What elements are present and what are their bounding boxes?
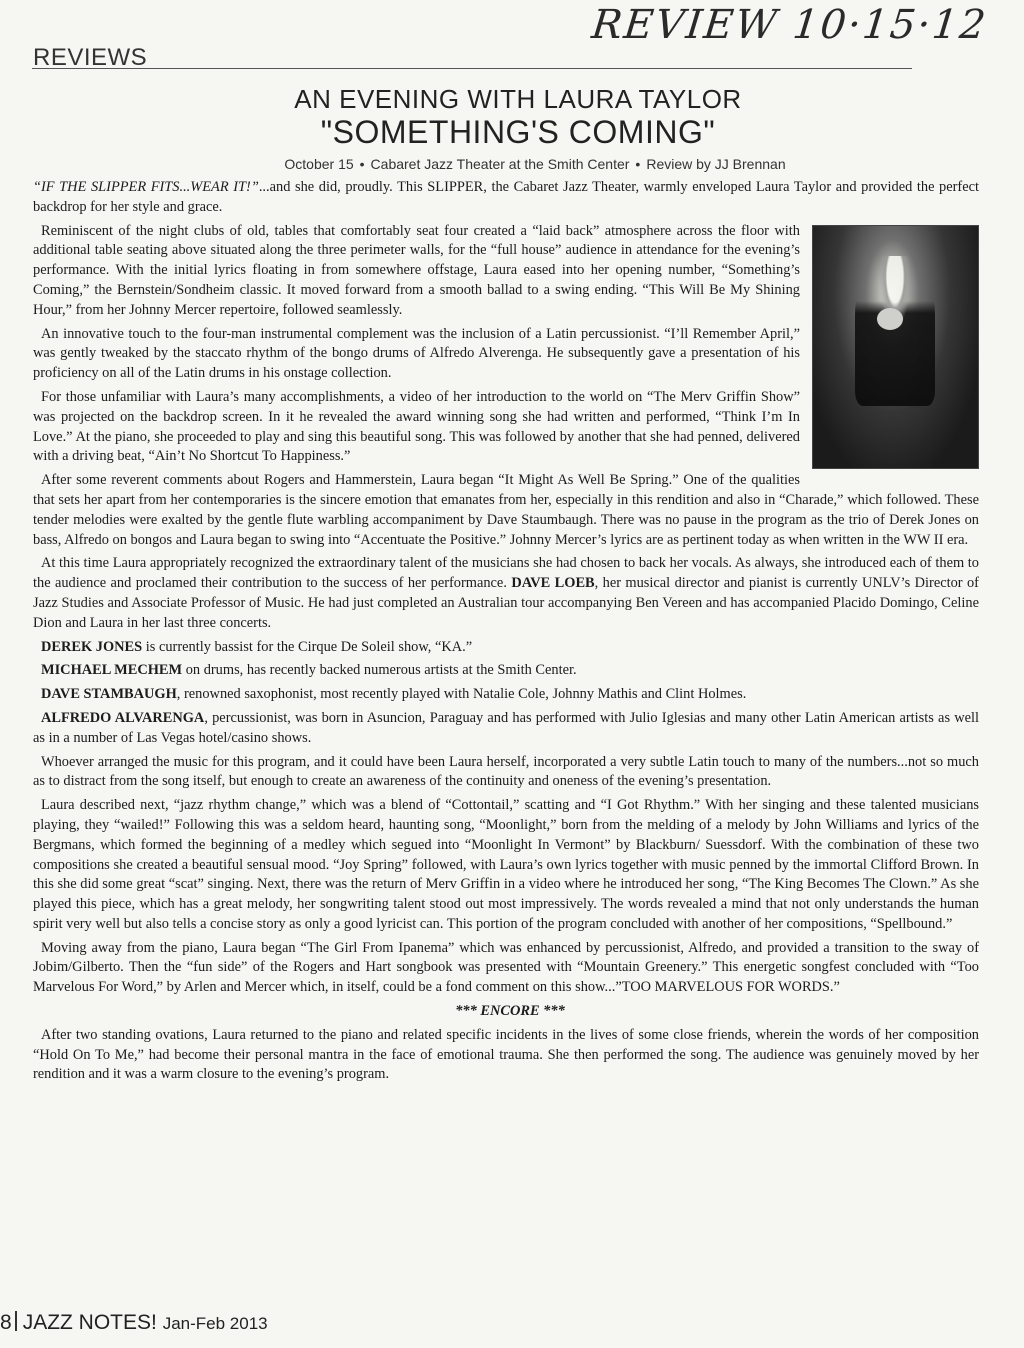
musician-name: MICHAEL MECHEM (41, 662, 183, 679)
musician-bio: is currently bassist for the Cirque De Soleil show, “KA.” (142, 638, 473, 655)
microphone-hand (877, 308, 903, 330)
musician-entry (33, 685, 979, 705)
musician-bio: on drums, has recently backed numerous artists at the Smith Center. (182, 662, 577, 679)
paragraph-ipanema: Moving away from the piano, Laura began “The Girl From Ipanema” which was enhanced by percussionist, Alfredo, and provided a transition to the sway of Jobim/Gilberto. Then the “fun side” of the Rogers and Hart songbook was presented with “Mountain Greenery.” This energetic songfest concluded with “Too Marvelous For Word,” by Arlen and Mercer which, in itself, could be a fond comment on this show...”TOO MARVELOUS FOR WORDS.” (33, 939, 979, 996)
musician-bio: , her musical director and pianist is currently UNLV’s Director of Jazz Studies and Associate Professor of Music. He had just completed an Australian tour accompanying Ben Vereen and has accompanied Placido Domingo, Celine Dion and Laura in her last three concerts. (33, 575, 979, 631)
paragraph-musicians (33, 554, 979, 633)
footer-divider (15, 1311, 17, 1331)
handwritten-annotation: REVIEW 10·15·12 (589, 2, 990, 48)
encore-heading: *** ENCORE *** (455, 1003, 565, 1020)
paragraph-intro (33, 178, 979, 218)
review-author: Review by JJ Brennan (646, 156, 786, 172)
issue-date: Jan-Feb 2013 (162, 1314, 268, 1333)
review-date: October 15 (284, 156, 354, 172)
page-number: 8 (0, 1311, 12, 1334)
bullet-separator: • (359, 156, 365, 172)
article-byline (46, 156, 1024, 172)
bullet-separator: • (635, 156, 641, 172)
paragraph-encore: After two standing ovations, Laura returned to the piano and related specific incidents in the lives of some close friends, wherein the words of her composition “Hold On To Me,” had become their personal mantra in the face of emotional trauma. She then performed the song. The audience was genuinely moved by her rendition and it was a warm closure to the evening’s program. (33, 1026, 979, 1083)
musician-name: DEREK JONES (41, 638, 143, 655)
singer-figure (855, 256, 935, 406)
musician-entry (33, 638, 979, 658)
paragraph-merv-griffin: For those unfamiliar with Laura’s many accomplishments, a video of her introduction to the world on “The Merv Griffin Show” was projected on the backdrop screen. In it he revealed the award winning song she had written and performed, “Think I’m In Love.” At the piano, she proceeded to play and sing this beautiful song. This was followed by another that she had penned, delivered with a driving beat, “Ain’t No Shortcut To Happiness.” (33, 388, 800, 465)
article-title: AN EVENING WITH LAURA TAYLOR (294, 84, 742, 114)
publication-name: JAZZ NOTES! (22, 1311, 157, 1334)
review-venue: Cabaret Jazz Theater at the Smith Center (370, 156, 630, 172)
musician-bio: , renowned saxophonist, most recently played with Natalie Cole, Johnny Mathis and Clint Holmes. (176, 686, 747, 703)
musician-entry (33, 709, 979, 749)
musician-name: ALFREDO ALVARENGA (41, 709, 205, 726)
article-body (33, 178, 979, 1089)
performer-photo (812, 225, 979, 469)
section-label: REVIEWS (33, 44, 148, 71)
header-rule (32, 68, 912, 69)
musicians-intro: At this time Laura appropriately recognized the extraordinary talent of the musicians she had chosen to back her vocals. As always, she introduced each of them to the audience and proclamed their contribution to the success of her performance. (33, 555, 979, 592)
paragraph-jazz-rhythm: Laura described next, “jazz rhythm change,” which was a blend of “Cottontail,” scatting and “I Got Rhythm.” With her singing and these talented musicians playing, they “wailed!” Following this was a seldom heard, haunting song, “Moonlight,” born from the melding of a melody by John Williams and lyrics of the Bergmans, which formed the beginning of a medley which segued into “Moonlight In Vermont” by Blackburn/ Suessdorf. With the combination of these two compositions she created a beautiful sensual mood. “Joy Spring” followed, with Laura’s own lyrics together with music penned by the immortal Clifford Brown. In this she did some great “scat” singing. Next, there was the return of Merv Griffin in a video where he introduced her song, “The King Becomes The Clown.” As she played this piece, which has a great melody, her songwriting talent stood out most impressively. The words revealed a mind that not only understands the human spirit very well but also tells a concise story as only a good lyricist can. This portion of the program concluded with another of her compositions, “Spellbound.” (33, 797, 979, 932)
paragraph-arrangement: Whoever arranged the music for this program, and it could have been Laura herself, incorporated a very subtle Latin touch to many of the numbers...not so much as to distract from the song itself, but enough to create an awareness of the continuity and oneness of the evening’s presentation. (33, 753, 979, 790)
intro-rest: ...and she did, proudly. This SLIPPER, the Cabaret Jazz Theater, warmly enveloped Laura Taylor and provided the perfect backdrop for her style and grace. (33, 179, 979, 215)
article-subtitle: "SOMETHING'S COMING" (320, 114, 716, 150)
musician-bio: , percussionist, was born in Asuncion, Paraguay and has performed with Julio Iglesias and many other Latin American artists as well as in a number of Las Vegas hotel/casino shows. (33, 709, 980, 746)
page-footer (0, 1311, 268, 1335)
paragraph-atmosphere: Reminiscent of the night clubs of old, tables that comfortably seat four created a “laid back” atmosphere across the floor with additional table seating above situated along the three perimeter walls, for the “full house” audience in attendance for the evening’s performance. With the initial lyrics floating in from somewhere offstage, Laura eased into her opening number, “Something’s Coming,” the Bernstein/Sondheim classic. It moved forward from a smooth ballad to a swing ending. “This Will Be My Shining Hour,” from her Johnny Mercer repertoire, followed seamlessly. (33, 222, 800, 318)
paragraph-rogers-hammerstein: After some reverent comments about Rogers and Hammerstein, Laura began “It Might As Well Be Spring.” One of the qualities that sets her apart from her contemporaries is the sincere emotion that emanates from her, especially in this rendition and also in “Charade,” which followed. These tender melodies were exalted by the gentle flute warbling accompaniment by Dave Staumbaugh. There was no pause in the program as the trio of Derek Jones on bass, Alfredo on bongos and Laura began to swing into “Accentuate the Positive.” Johnny Mercer’s lyrics are as pertinent today as when written in the WW II era. (33, 472, 979, 548)
paragraph-percussion: An innovative touch to the four-man instrumental complement was the inclusion of a Latin percussionist. “I’ll Remember April,” was gently tweaked by the staccato rhythm of the bongo drums of Alfredo Alverenga. He subsequently gave a presentation of his proficiency on all of the Latin drums in his onstage collection. (33, 325, 800, 382)
article-header (0, 84, 1024, 172)
musician-name: DAVE LOEB (511, 575, 595, 592)
intro-lead: “IF THE SLIPPER FITS...WEAR IT!” (33, 179, 259, 195)
musician-entry (33, 661, 979, 681)
musician-name: DAVE STAMBAUGH (41, 686, 177, 703)
